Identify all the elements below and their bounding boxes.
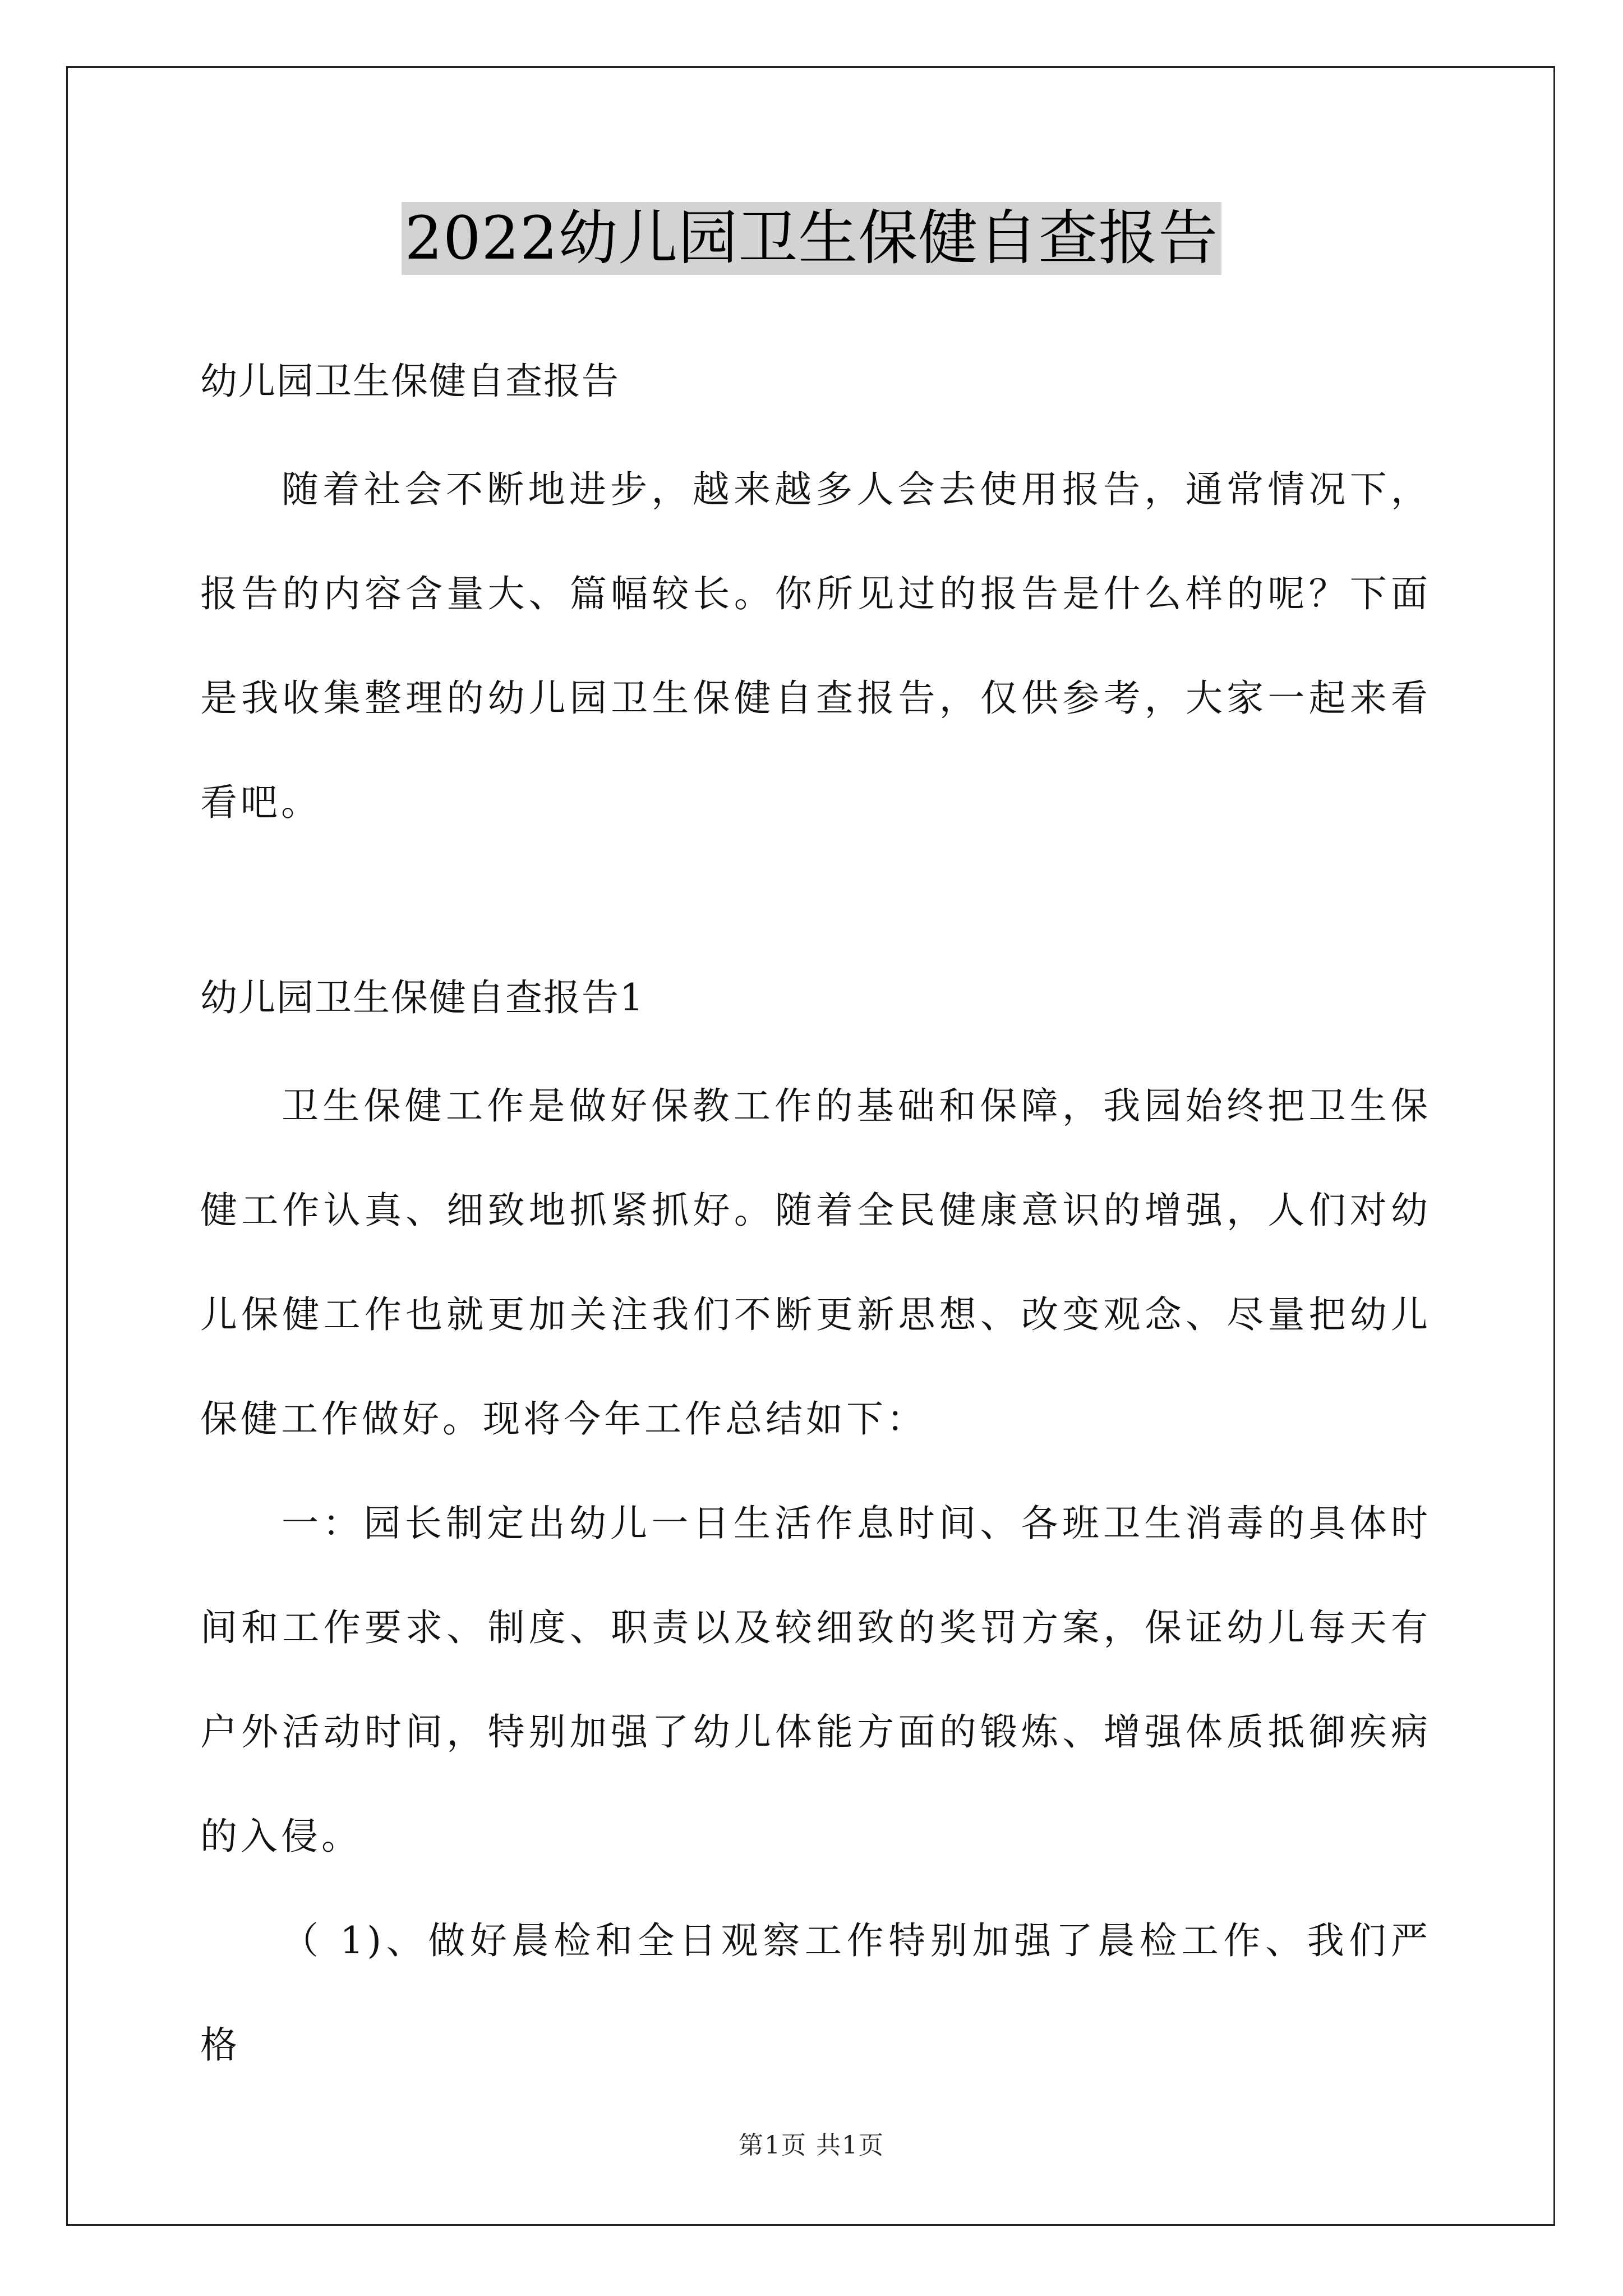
spacer — [200, 1032, 1431, 1054]
spacer — [200, 855, 1431, 964]
body-paragraph-1: 卫生保健工作是做好保教工作的基础和保障，我园始终把卫生保健工作认真、细致地抓紧抓好。随着全民健康意识的增强，人们对幼儿保健工作也就更加关注我们不断更新思想、改变观念、尽量把幼儿保健工作做好。现将今年工作总结如下： — [200, 1084, 1431, 1441]
spacer — [200, 415, 1431, 438]
body-paragraph-2: 一：园长制定出幼儿一日生活作息时间、各班卫生消毒的具体时间和工作要求、制度、职责以及较细致的奖罚方案，保证幼儿每天有户外活动时间，特别加强了幼儿体能方面的锻炼、增强体质抵御疾病的入侵。 — [200, 1502, 1431, 1858]
title-container — [0, 202, 1623, 275]
document-subtitle: 幼儿园卫生保健自查报告 — [200, 360, 620, 403]
document-body — [200, 348, 1431, 2097]
body-paragraph-3: （ 1)、做好晨检和全日观察工作特别加强了晨检工作、我们严格 — [200, 1919, 1431, 2067]
document-title: 2022幼儿园卫生保健自查报告 — [402, 202, 1222, 275]
page-footer: 第1页 共1页 — [739, 2131, 884, 2160]
section-heading: 幼儿园卫生保健自查报告1 — [200, 976, 644, 1019]
intro-paragraph: 随着社会不断地进步，越来越多人会去使用报告，通常情况下，报告的内容含量大、篇幅较长。你所见过的报告是什么样的呢？下面是我收集整理的幼儿园卫生保健自查报告，仅供参考，大家一起来看看吧。 — [200, 468, 1431, 824]
